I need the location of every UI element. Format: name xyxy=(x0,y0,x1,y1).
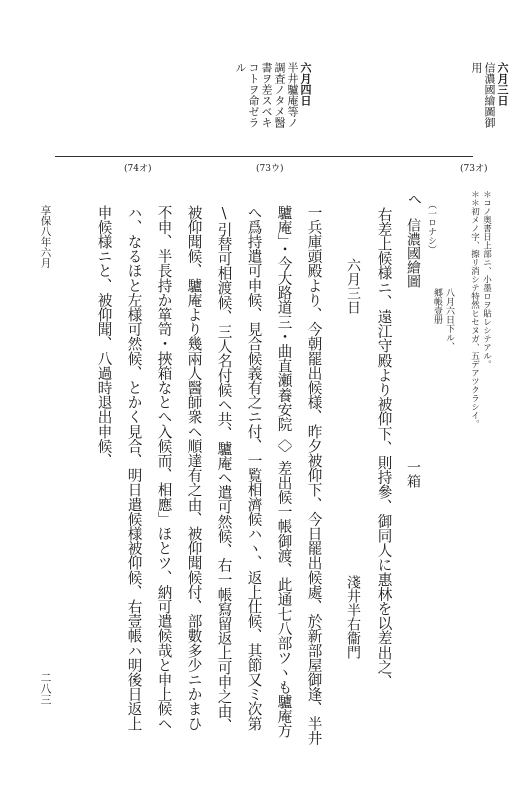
page-number: 二八三 xyxy=(39,672,52,705)
header-note-june-4-line2: 調査ノタメ醫 xyxy=(273,62,286,128)
ichihako-item: 一箱 xyxy=(405,460,421,488)
header-note-june-4-line3: 書ヲ差スベキ xyxy=(260,62,273,128)
main-line: 右差上候様ニ、遠江守殿より被仰下、則持參、御同人に惠林を以差出之、 xyxy=(375,207,393,689)
date-line: 六月三日 xyxy=(345,258,361,314)
heading-note-2: 郷帳壹册 xyxy=(432,288,442,324)
kakko-label: （一ロナシ） xyxy=(426,200,436,254)
header-note-june-4-line5: ル xyxy=(234,62,247,73)
folio-73o: (73オ) xyxy=(460,164,488,174)
editor-note-2: ＊＊初メノ字、擦リ消シテ特然ヒセヌガ、五デアツクラシイ。 xyxy=(469,190,480,428)
body-line-1: 一兵庫頭殿より、今朝罷出候様、昨夕被仰下、今日罷出候處、於新部屋御逢、半井 xyxy=(305,205,323,746)
signature: 淺井半右衞門 xyxy=(345,575,361,659)
header-note-june-4-line4: コトヲ命ゼラ xyxy=(247,62,260,128)
folio-74o: (74オ) xyxy=(124,164,152,174)
document-heading: 信濃國繪圖 xyxy=(405,218,421,288)
header-note-june-3-line2: 用 xyxy=(470,62,483,73)
header-date-june-4: 六月四日 xyxy=(299,62,312,106)
folio-73u: (73ウ) xyxy=(256,164,284,174)
he-mark: へ xyxy=(406,192,422,206)
body-line-4: \引替可相渡候、三人名付候ヘ共、驢庵ヘ遣可然候、右一帳寫留返上可申之由、 xyxy=(215,205,233,733)
header-note-june-4-line1: 半井驢庵等ノ xyxy=(286,62,299,128)
header-date-june-3: 六月三日 xyxy=(496,62,509,106)
body-line-3: へ爲持遣可申候、見合候義有之ニ付、一覧相濟候ハヽ、返上仕候、其節又ミ次第 xyxy=(245,205,263,731)
body-line-6: 不申、半長持か箪笥・挾箱なとへ入候而、相應」ほとツ、納可遣候哉と申上候ヘ xyxy=(155,205,173,731)
body-line-7: ハ、なるほと左様可然候、とかく見合、明日遣候様被仰候、右壹帳ハ明後日返上 xyxy=(125,205,143,731)
header-divider xyxy=(55,156,473,157)
body-line-8: 申候様ニと、被仰聞、八過時退出申候、 xyxy=(95,205,113,468)
body-line-5: 被仰聞候、驢庵より幾兩人醫師衆ヘ順達有之由、被仰聞候付、部數多少ニかまひ xyxy=(185,205,203,731)
body-line-2: 驢庵」・今大路道三・曲直瀬養安院〈〉差出候一帳御渡、此通七八部ツヽも驢庵方 xyxy=(275,205,293,738)
heading-note-1: 八月六日下ル、 xyxy=(444,288,454,351)
editor-note-1: ＊コノ奥書日上部ニ、小墨ロヲ貼レシテアル。 xyxy=(481,190,492,369)
side-date: 享保八年六月 xyxy=(39,205,52,268)
header-note-june-3-line1: 信濃國繪圖御 xyxy=(483,62,496,128)
